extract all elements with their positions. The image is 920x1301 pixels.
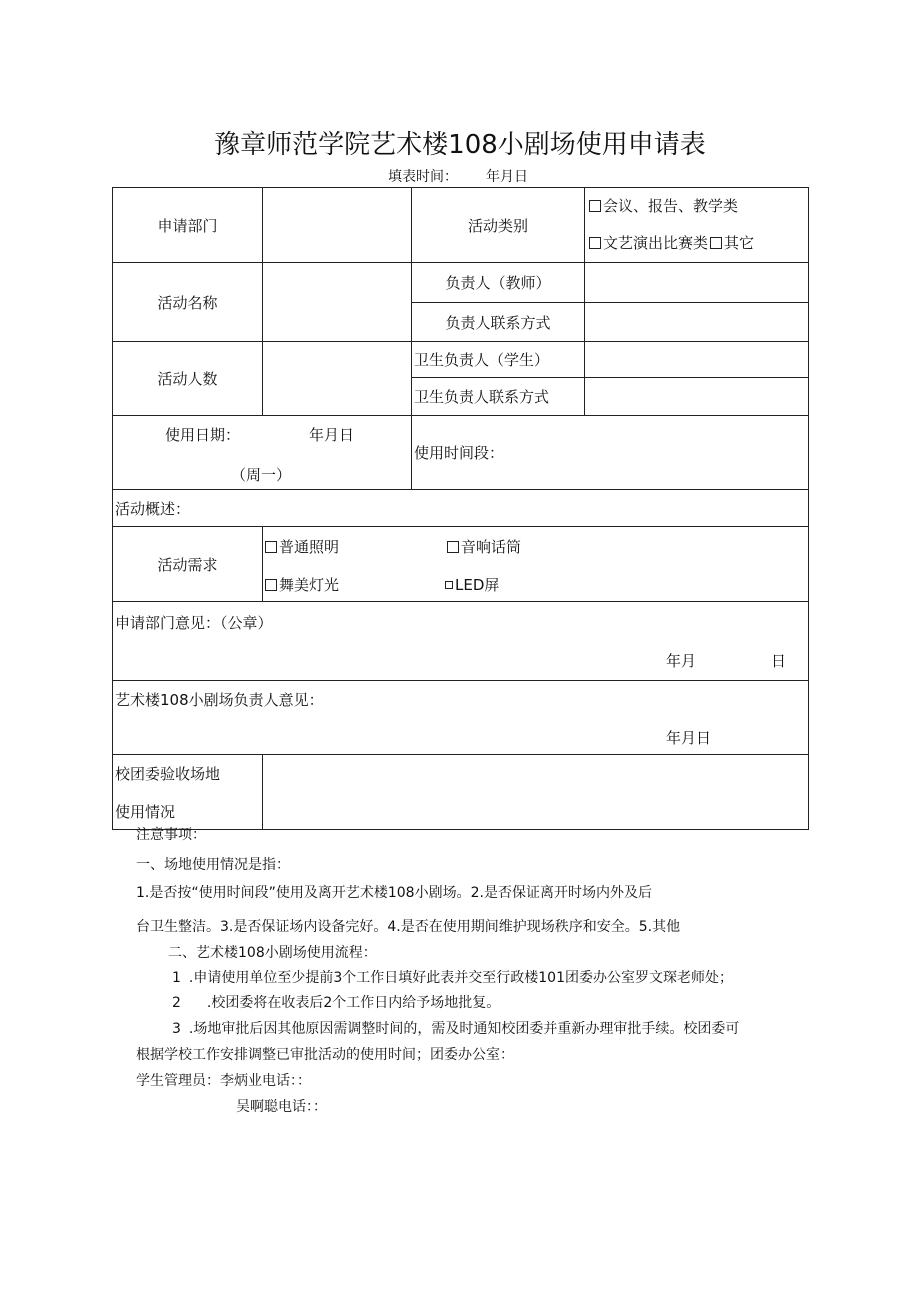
notes-item3-num: 3 <box>172 1021 181 1037</box>
teacher-field[interactable] <box>585 263 809 303</box>
checkbox-icon[interactable] <box>589 237 601 249</box>
needs-label: 活动需求 <box>157 555 218 574</box>
need-audio[interactable]: 音响话筒 <box>447 536 521 557</box>
fill-time <box>388 166 528 186</box>
use-time-cell[interactable] <box>412 416 809 490</box>
checkbox-icon[interactable] <box>445 581 453 589</box>
need-stage-lights[interactable]: 舞美灯光 <box>265 574 339 595</box>
dept-opinion-label: 申请部门意见：（公章） <box>115 614 273 632</box>
category-options <box>585 188 809 263</box>
notes-item2-text: .校团委将在收表后2个工作日内给予场地批复。 <box>206 995 501 1011</box>
checkbox-icon[interactable] <box>589 200 601 212</box>
application-form-table <box>112 187 809 830</box>
manager-opinion-label: 艺术楼108小剧场负责人意见： <box>115 691 324 709</box>
acceptance-field[interactable] <box>263 755 809 830</box>
notes-manager-line: 学生管理员：李炳业电话：： <box>136 1073 311 1089</box>
needs-options <box>263 527 809 602</box>
name-label-cell <box>113 263 263 342</box>
need-lighting[interactable]: 普通照明 <box>265 536 339 557</box>
hygiene-contact-label-cell <box>412 378 585 416</box>
dept-opinion-date-ym: 年月 <box>666 652 697 670</box>
activity-count-label: 活动人数 <box>157 370 218 388</box>
use-time-label: 使用时间段： <box>414 444 505 462</box>
need-led-screen[interactable]: LED屏 <box>445 574 499 595</box>
checkbox-icon[interactable] <box>710 237 722 249</box>
hygiene-field[interactable] <box>585 342 809 378</box>
notes-item1-text: .申请使用单位至少提前3个工作日填好此表并交至行政楼101团委办公室罗文琛老师处； <box>188 970 733 986</box>
notes-section1-line1: 1.是否按“使用时间段”使用及离开艺术楼108小剧场。2.是否保证离开时场内外及后 <box>136 885 652 901</box>
teacher-label: 负责人（教师） <box>445 274 551 292</box>
acceptance-label-1: 校团委验收场地 <box>115 765 221 783</box>
page-title: 豫章师范学院艺术楼108小剧场使用申请表 <box>214 130 706 160</box>
activity-name-field[interactable] <box>263 263 412 342</box>
hygiene-label-cell <box>412 342 585 378</box>
notes-item1 <box>172 967 733 987</box>
weekday: （周一） <box>231 466 292 484</box>
manager-opinion-cell[interactable] <box>113 681 809 755</box>
acceptance-label-cell <box>113 755 263 830</box>
use-date-value: 年月日 <box>309 426 355 444</box>
notes-section2-title: 二、艺术楼108小剧场使用流程： <box>168 945 377 961</box>
category-option-other: 其它 <box>724 234 755 252</box>
activity-name-label: 活动名称 <box>157 293 218 312</box>
category-label-cell <box>412 188 585 263</box>
teacher-contact-label: 负责人联系方式 <box>445 313 551 332</box>
teacher-contact-field[interactable] <box>585 303 809 342</box>
checkbox-icon[interactable] <box>265 579 277 591</box>
notes-heading: 注意事项： <box>136 827 206 843</box>
dept-opinion-cell[interactable] <box>113 602 809 681</box>
manager-opinion-date: 年月日 <box>666 729 712 747</box>
fill-time-date: 年月日 <box>486 169 528 185</box>
notes-item2-num: 2 <box>172 995 181 1011</box>
dept-field[interactable] <box>263 188 412 263</box>
notes-item3-text: .场地审批后因其他原因需调整时间的，需及时通知校团委并重新办理审批手续。校团委可 <box>188 1021 740 1037</box>
notes-item3-continued: 根据学校工作安排调整已审批活动的使用时间；团委办公室： <box>136 1047 514 1063</box>
category-label: 活动类别 <box>467 216 528 235</box>
activity-count-field[interactable] <box>263 342 412 416</box>
teacher-label-cell <box>412 263 585 303</box>
dept-label: 申请部门 <box>157 216 218 235</box>
checkbox-icon[interactable] <box>447 541 459 553</box>
teacher-contact-label-cell <box>412 303 585 342</box>
notes-manager-line2: 吴啊聪电话：： <box>236 1099 327 1115</box>
checkbox-icon[interactable] <box>265 541 277 553</box>
notes-section1-title: 一、场地使用情况是指： <box>136 857 290 873</box>
category-option-performance: 文艺演出比赛类 <box>603 234 709 252</box>
overview-label: 活动概述： <box>115 499 191 518</box>
hygiene-contact-field[interactable] <box>585 378 809 416</box>
category-option-meeting: 会议、报告、教学类 <box>603 197 739 215</box>
hygiene-label: 卫生负责人（学生） <box>414 351 550 369</box>
use-date-cell[interactable] <box>113 416 412 490</box>
dept-opinion-date-d: 日 <box>771 652 787 670</box>
dept-label-cell <box>113 188 263 263</box>
notes-item2 <box>172 992 500 1012</box>
notes-item3 <box>172 1018 739 1038</box>
notes-section1-line2: 台卫生整洁。3.是否保证场内设备完好。4.是否在使用期间维护现场秩序和安全。5.其他 <box>136 919 681 935</box>
hygiene-contact-label: 卫生负责人联系方式 <box>414 388 550 406</box>
count-label-cell <box>113 342 263 416</box>
overview-cell[interactable] <box>113 490 809 527</box>
needs-label-cell <box>113 527 263 602</box>
use-date-label: 使用日期： <box>165 426 241 444</box>
acceptance-label-2: 使用情况 <box>115 803 176 821</box>
notes-item1-num: 1 <box>172 970 181 986</box>
fill-time-label: 填表时间： <box>388 169 458 185</box>
